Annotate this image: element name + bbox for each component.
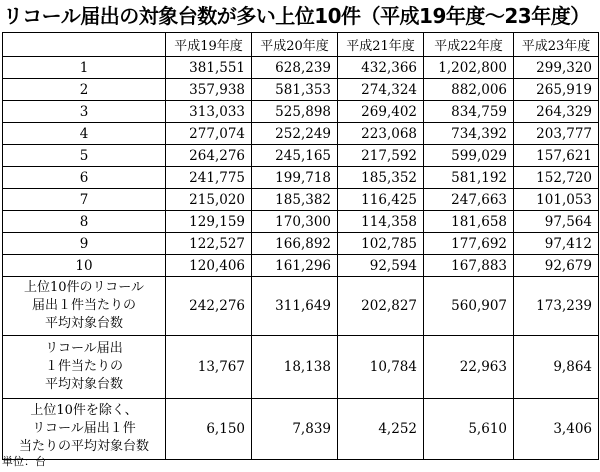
value-cell: 357,938 bbox=[166, 79, 252, 101]
value-cell: 882,006 bbox=[424, 79, 514, 101]
value-cell: 381,551 bbox=[166, 57, 252, 79]
value-cell: 167,883 bbox=[424, 255, 514, 277]
value-cell: 199,718 bbox=[252, 167, 338, 189]
value-cell: 114,358 bbox=[338, 211, 424, 233]
value-cell: 116,425 bbox=[338, 189, 424, 211]
header-corner bbox=[3, 33, 166, 57]
value-cell: 269,402 bbox=[338, 101, 424, 123]
value-cell: 734,392 bbox=[424, 123, 514, 145]
table-row bbox=[3, 255, 599, 277]
value-cell: 203,777 bbox=[514, 123, 599, 145]
value-cell: 170,300 bbox=[252, 211, 338, 233]
rank-cell: 3 bbox=[3, 101, 166, 123]
rank-cell: 4 bbox=[3, 123, 166, 145]
summary-value-cell: 10,784 bbox=[338, 336, 424, 399]
value-cell: 92,679 bbox=[514, 255, 599, 277]
table-row bbox=[3, 233, 599, 255]
rank-cell: 7 bbox=[3, 189, 166, 211]
value-cell: 177,692 bbox=[424, 233, 514, 255]
summary-value-cell: 4,252 bbox=[338, 399, 424, 460]
rank-cell: 9 bbox=[3, 233, 166, 255]
value-cell: 122,527 bbox=[166, 233, 252, 255]
table-row bbox=[3, 189, 599, 211]
value-cell: 129,159 bbox=[166, 211, 252, 233]
value-cell: 166,892 bbox=[252, 233, 338, 255]
summary-value-cell: 202,827 bbox=[338, 277, 424, 336]
summary-value-cell: 9,864 bbox=[514, 336, 599, 399]
value-cell: 185,352 bbox=[338, 167, 424, 189]
value-cell: 101,053 bbox=[514, 189, 599, 211]
summary-label-line: リコール届出 bbox=[45, 341, 123, 356]
column-header: 平成19年度 bbox=[166, 33, 252, 57]
summary-value-cell: 18,138 bbox=[252, 336, 338, 399]
table-row bbox=[3, 145, 599, 167]
value-cell: 97,564 bbox=[514, 211, 599, 233]
value-cell: 120,406 bbox=[166, 255, 252, 277]
value-cell: 264,329 bbox=[514, 101, 599, 123]
rank-cell: 5 bbox=[3, 145, 166, 167]
value-cell: 97,412 bbox=[514, 233, 599, 255]
summary-label-line: 上位10件のリコール bbox=[23, 280, 145, 295]
summary-value-cell: 311,649 bbox=[252, 277, 338, 336]
value-cell: 299,320 bbox=[514, 57, 599, 79]
column-header: 平成20年度 bbox=[252, 33, 338, 57]
value-cell: 581,353 bbox=[252, 79, 338, 101]
value-cell: 834,759 bbox=[424, 101, 514, 123]
column-header: 平成21年度 bbox=[338, 33, 424, 57]
summary-row bbox=[3, 336, 599, 399]
value-cell: 264,276 bbox=[166, 145, 252, 167]
summary-row bbox=[3, 399, 599, 460]
rank-cell: 8 bbox=[3, 211, 166, 233]
value-cell: 157,621 bbox=[514, 145, 599, 167]
value-cell: 185,382 bbox=[252, 189, 338, 211]
summary-label-line: 当たりの平均対象台数 bbox=[18, 439, 149, 454]
header-row bbox=[3, 33, 599, 57]
table-row bbox=[3, 57, 599, 79]
summary-value-cell: 5,610 bbox=[424, 399, 514, 460]
value-cell: 223,068 bbox=[338, 123, 424, 145]
column-header: 平成22年度 bbox=[424, 33, 514, 57]
table-row bbox=[3, 167, 599, 189]
value-cell: 241,775 bbox=[166, 167, 252, 189]
table-row bbox=[3, 123, 599, 145]
summary-value-cell: 173,239 bbox=[514, 277, 599, 336]
recall-table bbox=[2, 32, 599, 460]
rank-cell: 6 bbox=[3, 167, 166, 189]
value-cell: 161,296 bbox=[252, 255, 338, 277]
table-title: リコール届出の対象台数が多い上位10件（平成19年度〜23年度） bbox=[3, 4, 590, 28]
summary-label-line: 上位10件を除く、 bbox=[30, 403, 138, 418]
summary-label-line: １件当たりの bbox=[44, 359, 123, 374]
value-cell: 215,020 bbox=[166, 189, 252, 211]
summary-value-cell: 6,150 bbox=[166, 399, 252, 460]
table-row bbox=[3, 101, 599, 123]
value-cell: 92,594 bbox=[338, 255, 424, 277]
table-row bbox=[3, 79, 599, 101]
summary-value-cell: 242,276 bbox=[166, 277, 252, 336]
value-cell: 1,202,800 bbox=[424, 57, 514, 79]
summary-label-line: 平均対象台数 bbox=[44, 377, 123, 392]
value-cell: 245,165 bbox=[252, 145, 338, 167]
rank-cell: 10 bbox=[3, 255, 166, 277]
value-cell: 277,074 bbox=[166, 123, 252, 145]
value-cell: 102,785 bbox=[338, 233, 424, 255]
summary-value-cell: 22,963 bbox=[424, 336, 514, 399]
value-cell: 247,663 bbox=[424, 189, 514, 211]
summary-label-line: リコール届出１件 bbox=[32, 421, 136, 436]
value-cell: 628,239 bbox=[252, 57, 338, 79]
value-cell: 152,720 bbox=[514, 167, 599, 189]
column-header: 平成23年度 bbox=[514, 33, 599, 57]
value-cell: 274,324 bbox=[338, 79, 424, 101]
value-cell: 599,029 bbox=[424, 145, 514, 167]
summary-label-line: 平均対象台数 bbox=[44, 316, 123, 331]
table-row bbox=[3, 211, 599, 233]
value-cell: 432,366 bbox=[338, 57, 424, 79]
summary-value-cell: 560,907 bbox=[424, 277, 514, 336]
rank-cell: 2 bbox=[3, 79, 166, 101]
unit-note: 単位：台 bbox=[2, 455, 46, 468]
summary-value-cell: 7,839 bbox=[252, 399, 338, 460]
summary-value-cell: 3,406 bbox=[514, 399, 599, 460]
value-cell: 581,192 bbox=[424, 167, 514, 189]
value-cell: 217,592 bbox=[338, 145, 424, 167]
value-cell: 525,898 bbox=[252, 101, 338, 123]
summary-label bbox=[3, 399, 166, 460]
rank-cell: 1 bbox=[3, 57, 166, 79]
value-cell: 265,919 bbox=[514, 79, 599, 101]
value-cell: 252,249 bbox=[252, 123, 338, 145]
summary-label bbox=[3, 277, 166, 336]
summary-value-cell: 13,767 bbox=[166, 336, 252, 399]
summary-label-line: 届出１件当たりの bbox=[31, 298, 136, 313]
summary-row bbox=[3, 277, 599, 336]
summary-label bbox=[3, 336, 166, 399]
value-cell: 313,033 bbox=[166, 101, 252, 123]
value-cell: 181,658 bbox=[424, 211, 514, 233]
